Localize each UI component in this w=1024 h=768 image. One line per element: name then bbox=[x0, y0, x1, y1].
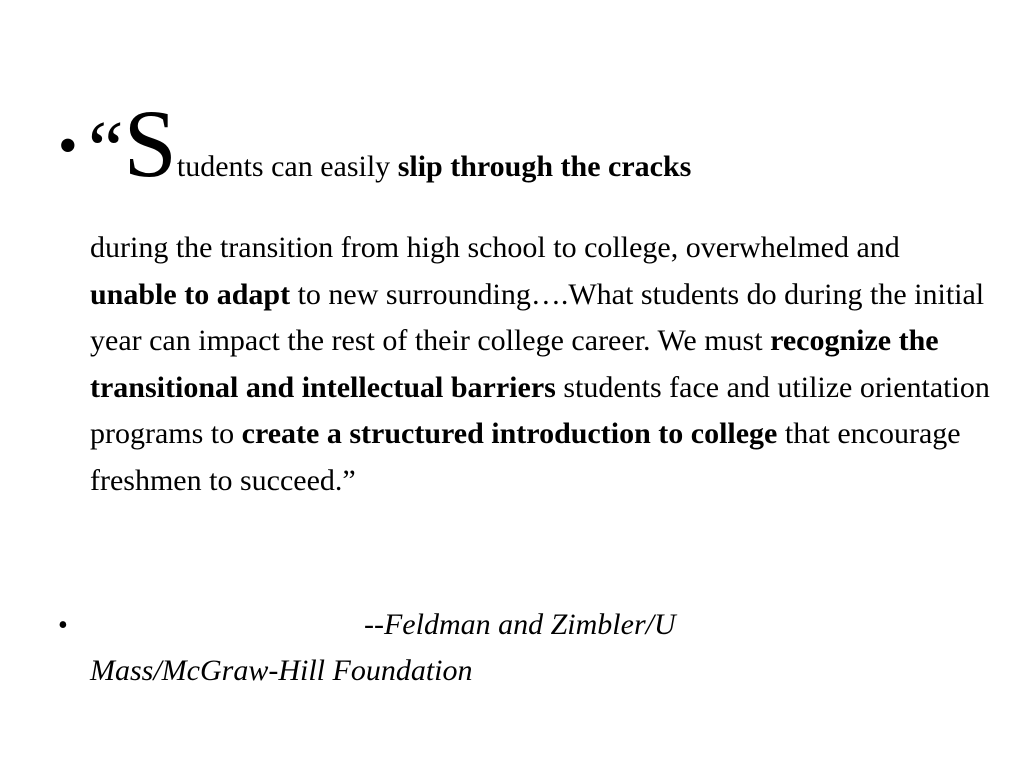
drop-cap: S bbox=[123, 90, 177, 197]
attribution-line-2: Mass/McGraw-Hill Foundation bbox=[90, 654, 473, 687]
quote-text-segment: that encourage freshmen to succeed.” bbox=[90, 417, 961, 497]
quote-lead-text: tudents can easily bbox=[176, 150, 398, 183]
open-quote-mark: “ bbox=[88, 106, 124, 194]
quote-opening-line bbox=[88, 90, 692, 197]
quote-lead-bold: slip through the cracks bbox=[397, 150, 692, 183]
quote-bold-segment: recognize the transitional and intellectual barriers bbox=[90, 324, 939, 404]
bullet-marker: • bbox=[58, 115, 78, 177]
quote-text-segment: during the transition from high school to college, overwhelmed and bbox=[90, 231, 900, 264]
bullet-marker: • bbox=[58, 610, 68, 641]
attribution-line-1: --Feldman and Zimbler/U bbox=[364, 608, 676, 641]
quote-text-segment: to new surrounding….What students do during the initial year can impact the rest of their college career. We must bbox=[90, 277, 985, 357]
quote-body bbox=[90, 225, 990, 504]
quote-text-segment: students face and utilize orientation programs to bbox=[90, 370, 990, 450]
quote-attribution bbox=[90, 602, 790, 694]
quote-bold-segment: create a structured introduction to college bbox=[241, 417, 778, 450]
quote-bold-segment: unable to adapt bbox=[90, 277, 291, 311]
